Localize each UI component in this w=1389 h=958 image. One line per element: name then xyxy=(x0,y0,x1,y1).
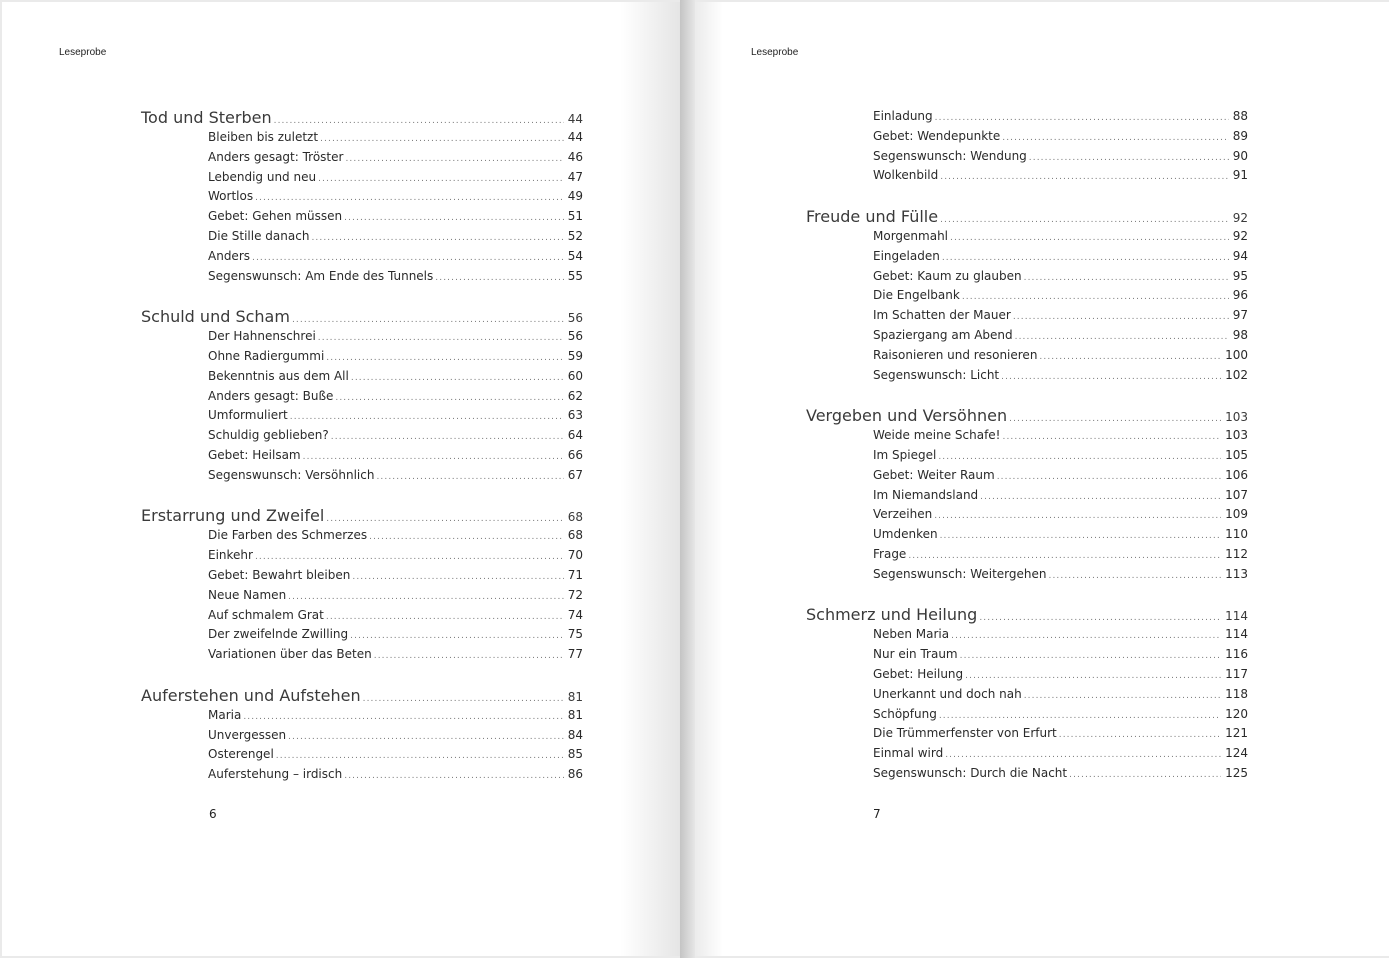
entry-title: Bekenntnis aus dem All xyxy=(208,368,349,383)
dot-leader xyxy=(344,209,564,229)
section-title: Vergeben und Versöhnen xyxy=(806,406,1008,426)
entry-page-number: 92 xyxy=(1232,228,1248,243)
entry-page-number: 66 xyxy=(567,447,583,462)
section-title: Auferstehen und Aufstehen xyxy=(141,685,361,705)
entry-title: Einladung xyxy=(873,109,933,123)
toc-entry xyxy=(141,367,583,387)
toc-entry xyxy=(141,446,583,466)
toc-entry xyxy=(141,706,583,726)
dot-leader xyxy=(376,468,563,488)
entry-page-number: 62 xyxy=(567,388,583,403)
entry-page-number: 121 xyxy=(1225,726,1248,741)
entry-page-number: 92 xyxy=(1232,210,1248,225)
section-title: Schuld und Scham xyxy=(141,307,290,327)
entry-title: Frage xyxy=(873,546,907,561)
entry-page-number: 84 xyxy=(567,727,583,742)
dot-leader xyxy=(326,608,564,628)
toc-entry xyxy=(141,726,583,746)
section-title: Erstarrung und Zweifel xyxy=(141,506,325,526)
toc-entry xyxy=(141,327,583,347)
toc-entry xyxy=(141,745,583,765)
section-spacer xyxy=(806,385,1248,405)
toc-entry xyxy=(806,705,1248,725)
entry-page-number: 91 xyxy=(1232,168,1248,183)
dot-leader xyxy=(940,527,1222,547)
dot-leader xyxy=(335,389,563,409)
entry-title: Die Engelbank xyxy=(873,288,960,303)
section-title: Freude und Fülle xyxy=(806,206,939,226)
entry-page-number: 86 xyxy=(567,767,583,782)
toc-entry xyxy=(141,128,583,148)
entry-page-number: 102 xyxy=(1225,367,1248,382)
entry-title: Der zweifelnde Zwilling xyxy=(208,627,349,642)
entry-title: Einkehr xyxy=(208,548,253,563)
toc-entry xyxy=(806,426,1248,446)
entry-page-number: 114 xyxy=(1225,627,1248,642)
toc-entry xyxy=(141,645,583,665)
toc-entry xyxy=(806,545,1248,565)
entry-title: Segenswunsch: Weitergehen xyxy=(873,566,1047,581)
page-shadow xyxy=(695,2,723,956)
entry-page-number: 51 xyxy=(567,209,583,224)
entry-page-number: 118 xyxy=(1225,686,1248,701)
right-page xyxy=(695,2,1389,956)
dot-leader xyxy=(1001,368,1221,388)
toc-entry xyxy=(141,187,583,207)
entry-page-number: 113 xyxy=(1225,566,1248,581)
dot-leader xyxy=(1002,129,1228,149)
toc-entry xyxy=(806,326,1248,346)
entry-title: Morgenmahl xyxy=(873,228,949,243)
dot-leader xyxy=(1015,328,1229,348)
dot-leader xyxy=(331,428,564,448)
toc-entry xyxy=(141,586,583,606)
dot-leader xyxy=(374,647,564,667)
section-spacer xyxy=(806,585,1248,605)
dot-leader xyxy=(950,229,1229,249)
toc-entry xyxy=(806,685,1248,705)
entry-page-number: 70 xyxy=(567,548,583,563)
entry-page-number: 52 xyxy=(567,228,583,243)
dot-leader xyxy=(326,349,563,369)
dot-leader xyxy=(292,310,564,331)
page-number: 7 xyxy=(873,807,881,821)
entry-page-number: 116 xyxy=(1225,647,1248,662)
toc-entry xyxy=(141,765,583,785)
entry-page-number: 64 xyxy=(567,428,583,443)
entry-page-number: 72 xyxy=(567,587,583,602)
toc-section-heading xyxy=(806,405,1248,426)
entry-title: Variationen über das Beten xyxy=(208,647,372,662)
entry-page-number: 75 xyxy=(567,627,583,642)
entry-title: Neben Maria xyxy=(873,627,950,642)
dot-leader xyxy=(1029,149,1229,169)
entry-page-number: 47 xyxy=(567,169,583,184)
entry-page-number: 109 xyxy=(1225,507,1248,522)
toc-entry xyxy=(806,665,1248,685)
entry-title: Gebet: Heilung xyxy=(873,666,964,681)
entry-page-number: 44 xyxy=(567,130,583,144)
toc-entry xyxy=(141,406,583,426)
toc-entry xyxy=(806,227,1248,247)
entry-page-number: 46 xyxy=(567,149,583,164)
entry-title: Segenswunsch: Durch die Nacht xyxy=(873,765,1068,780)
entry-page-number: 56 xyxy=(567,311,583,326)
entry-page-number: 96 xyxy=(1232,288,1248,303)
toc-section-heading xyxy=(806,604,1248,625)
toc-entry xyxy=(806,346,1248,366)
entry-title: Im Schatten der Mauer xyxy=(873,308,1011,323)
toc-entry xyxy=(141,168,583,188)
toc-entry xyxy=(806,147,1248,167)
entry-title: Segenswunsch: Wendung xyxy=(873,148,1027,163)
entry-title: Eingeladen xyxy=(873,248,940,263)
entry-title: Auferstehung – irdisch xyxy=(208,767,343,782)
entry-page-number: 54 xyxy=(567,248,583,263)
toc-entry xyxy=(806,486,1248,506)
toc-entry xyxy=(141,227,583,247)
dot-leader xyxy=(363,689,564,710)
dot-leader xyxy=(350,627,564,647)
entry-page-number: 63 xyxy=(567,408,583,423)
dot-leader xyxy=(940,210,1229,231)
page-shadow xyxy=(620,2,680,956)
entry-title: Die Stille danach xyxy=(208,228,310,243)
toc-entry xyxy=(806,466,1248,486)
dot-leader xyxy=(435,269,563,289)
entry-page-number: 56 xyxy=(567,329,583,344)
entry-title: Wortlos xyxy=(208,189,254,204)
dot-leader xyxy=(1048,567,1221,587)
entry-title: Wolkenbild xyxy=(873,168,939,183)
toc-section-heading xyxy=(141,306,583,327)
entry-title: Verzeihen xyxy=(873,507,933,522)
entry-page-number: 71 xyxy=(567,567,583,582)
entry-title: Segenswunsch: Am Ende des Tunnels xyxy=(208,268,434,283)
entry-page-number: 103 xyxy=(1225,428,1248,443)
toc-entry xyxy=(806,127,1248,147)
entry-page-number: 125 xyxy=(1225,765,1248,780)
entry-page-number: 67 xyxy=(567,467,583,482)
section-title: Tod und Sterben xyxy=(141,108,272,127)
dot-leader xyxy=(997,468,1221,488)
dot-leader xyxy=(934,507,1221,527)
table-of-contents xyxy=(141,107,583,785)
dot-leader xyxy=(940,168,1228,188)
toc-entry xyxy=(141,546,583,566)
entry-page-number: 106 xyxy=(1225,467,1248,482)
toc-entry xyxy=(141,148,583,168)
entry-title: Neue Namen xyxy=(208,587,287,602)
entry-title: Anders xyxy=(208,248,250,263)
toc-entry xyxy=(141,267,583,287)
section-spacer xyxy=(141,286,583,306)
entry-title: Umformuliert xyxy=(208,408,288,423)
entry-page-number: 68 xyxy=(567,528,583,543)
toc-entry xyxy=(806,107,1248,127)
entry-title: Gebet: Wendepunkte xyxy=(873,128,1001,143)
toc-entry xyxy=(806,764,1248,784)
toc-entry xyxy=(141,387,583,407)
entry-page-number: 81 xyxy=(567,689,583,704)
entry-page-number: 74 xyxy=(567,607,583,622)
toc-section-heading xyxy=(141,685,583,706)
entry-title: Gebet: Kaum zu glauben xyxy=(873,268,1022,283)
dot-leader xyxy=(288,588,564,608)
toc-entry xyxy=(806,446,1248,466)
entry-page-number: 81 xyxy=(567,707,583,722)
entry-page-number: 114 xyxy=(1225,609,1248,624)
dot-leader xyxy=(1059,726,1221,746)
entry-title: Gebet: Bewahrt bleiben xyxy=(208,567,351,582)
running-head: Leseprobe xyxy=(59,47,107,58)
entry-page-number: 49 xyxy=(567,189,583,204)
entry-title: Maria xyxy=(208,707,242,722)
entry-title: Weide meine Schafe! xyxy=(873,428,1001,443)
entry-title: Auf schmalem Grat xyxy=(208,607,324,622)
dot-leader xyxy=(1024,269,1229,289)
entry-title: Anders gesagt: Buße xyxy=(208,388,334,403)
dot-leader xyxy=(1013,308,1229,328)
toc-entry xyxy=(806,525,1248,545)
dot-leader xyxy=(960,647,1221,667)
entry-page-number: 89 xyxy=(1232,128,1248,143)
book-gutter xyxy=(680,0,695,958)
dot-leader xyxy=(1024,687,1221,707)
toc-section-heading xyxy=(806,206,1248,227)
toc-entry xyxy=(806,286,1248,306)
dot-leader xyxy=(369,528,564,548)
section-spacer xyxy=(141,665,583,685)
toc-entry xyxy=(141,347,583,367)
entry-page-number: 60 xyxy=(567,368,583,383)
toc-entry xyxy=(806,724,1248,744)
page-number: 6 xyxy=(209,807,217,821)
toc-entry xyxy=(141,625,583,645)
entry-page-number: 90 xyxy=(1232,148,1248,163)
toc-entry xyxy=(141,207,583,227)
entry-page-number: 124 xyxy=(1225,746,1248,761)
dot-leader xyxy=(1039,348,1221,368)
section-title: Schmerz und Heilung xyxy=(806,605,978,625)
dot-leader xyxy=(320,130,564,150)
entry-title: Bleiben bis zuletzt xyxy=(208,130,319,144)
toc-entry xyxy=(141,426,583,446)
dot-leader xyxy=(318,170,564,190)
entry-title: Die Trümmerfenster von Erfurt xyxy=(873,726,1057,741)
entry-page-number: 88 xyxy=(1232,109,1248,123)
entry-page-number: 68 xyxy=(567,510,583,525)
entry-title: Gebet: Weiter Raum xyxy=(873,467,995,482)
dot-leader xyxy=(1069,766,1221,786)
dot-leader xyxy=(979,608,1221,629)
dot-leader xyxy=(290,408,564,428)
entry-title: Gebet: Gehen müssen xyxy=(208,209,343,224)
entry-title: Schöpfung xyxy=(873,706,937,721)
table-of-contents xyxy=(806,107,1248,784)
entry-title: Raisonieren und resonieren xyxy=(873,347,1038,362)
dot-leader xyxy=(951,627,1221,647)
toc-entry xyxy=(806,166,1248,186)
toc-entry xyxy=(806,505,1248,525)
dot-leader xyxy=(344,767,563,787)
dot-leader xyxy=(980,488,1221,508)
entry-title: Nur ein Traum xyxy=(873,647,958,662)
entry-title: Gebet: Heilsam xyxy=(208,447,301,462)
entry-title: Unerkannt und doch nah xyxy=(873,686,1022,701)
dot-leader xyxy=(288,728,564,748)
dot-leader xyxy=(351,369,564,389)
toc-entry xyxy=(141,466,583,486)
toc-entry xyxy=(141,566,583,586)
toc-entry xyxy=(141,606,583,626)
entry-page-number: 112 xyxy=(1225,546,1248,561)
entry-title: Ohne Radiergummi xyxy=(208,348,325,363)
entry-title: Osterengel xyxy=(208,747,274,762)
entry-page-number: 85 xyxy=(567,747,583,762)
toc-section-heading xyxy=(141,505,583,526)
entry-title: Umdenken xyxy=(873,527,938,542)
dot-leader xyxy=(243,708,563,728)
toc-entry xyxy=(141,526,583,546)
entry-title: Unvergessen xyxy=(208,727,287,742)
entry-title: Die Farben des Schmerzes xyxy=(208,528,368,543)
toc-entry xyxy=(806,366,1248,386)
section-spacer xyxy=(806,186,1248,206)
toc-entry xyxy=(806,565,1248,585)
running-head: Leseprobe xyxy=(751,47,799,58)
entry-title: Im Niemandsland xyxy=(873,487,979,502)
toc-section-heading xyxy=(141,107,583,128)
section-spacer xyxy=(141,486,583,506)
toc-entry xyxy=(141,247,583,267)
entry-title: Der Hahnenschrei xyxy=(208,329,316,344)
entry-page-number: 105 xyxy=(1225,447,1248,462)
entry-title: Spaziergang am Abend xyxy=(873,327,1013,342)
entry-title: Schuldig geblieben? xyxy=(208,428,329,443)
dot-leader xyxy=(352,568,563,588)
entry-page-number: 110 xyxy=(1225,527,1248,542)
entry-page-number: 55 xyxy=(567,268,583,283)
entry-page-number: 59 xyxy=(567,348,583,363)
dot-leader xyxy=(345,150,563,170)
dot-leader xyxy=(311,229,563,249)
dot-leader xyxy=(1009,409,1221,430)
entry-page-number: 100 xyxy=(1225,347,1248,362)
entry-page-number: 77 xyxy=(567,647,583,662)
entry-title: Im Spiegel xyxy=(873,447,937,462)
toc-entry xyxy=(806,306,1248,326)
left-page xyxy=(2,2,680,956)
entry-page-number: 94 xyxy=(1232,248,1248,263)
entry-page-number: 103 xyxy=(1225,410,1248,425)
entry-title: Lebendig und neu xyxy=(208,169,317,184)
entry-page-number: 120 xyxy=(1225,706,1248,721)
entry-page-number: 97 xyxy=(1232,308,1248,323)
entry-title: Einmal wird xyxy=(873,746,944,761)
toc-entry xyxy=(806,247,1248,267)
entry-title: Segenswunsch: Licht xyxy=(873,367,1000,382)
dot-leader xyxy=(1003,428,1222,448)
toc-entry xyxy=(806,744,1248,764)
entry-page-number: 98 xyxy=(1232,327,1248,342)
toc-entry xyxy=(806,625,1248,645)
toc-entry xyxy=(806,645,1248,665)
toc-entry xyxy=(806,267,1248,287)
dot-leader xyxy=(318,329,564,349)
entry-page-number: 95 xyxy=(1232,268,1248,283)
entry-page-number: 117 xyxy=(1225,666,1248,681)
entry-page-number: 107 xyxy=(1225,487,1248,502)
entry-title: Segenswunsch: Versöhnlich xyxy=(208,467,375,482)
entry-title: Anders gesagt: Tröster xyxy=(208,149,344,164)
entry-page-number: 44 xyxy=(567,112,583,126)
